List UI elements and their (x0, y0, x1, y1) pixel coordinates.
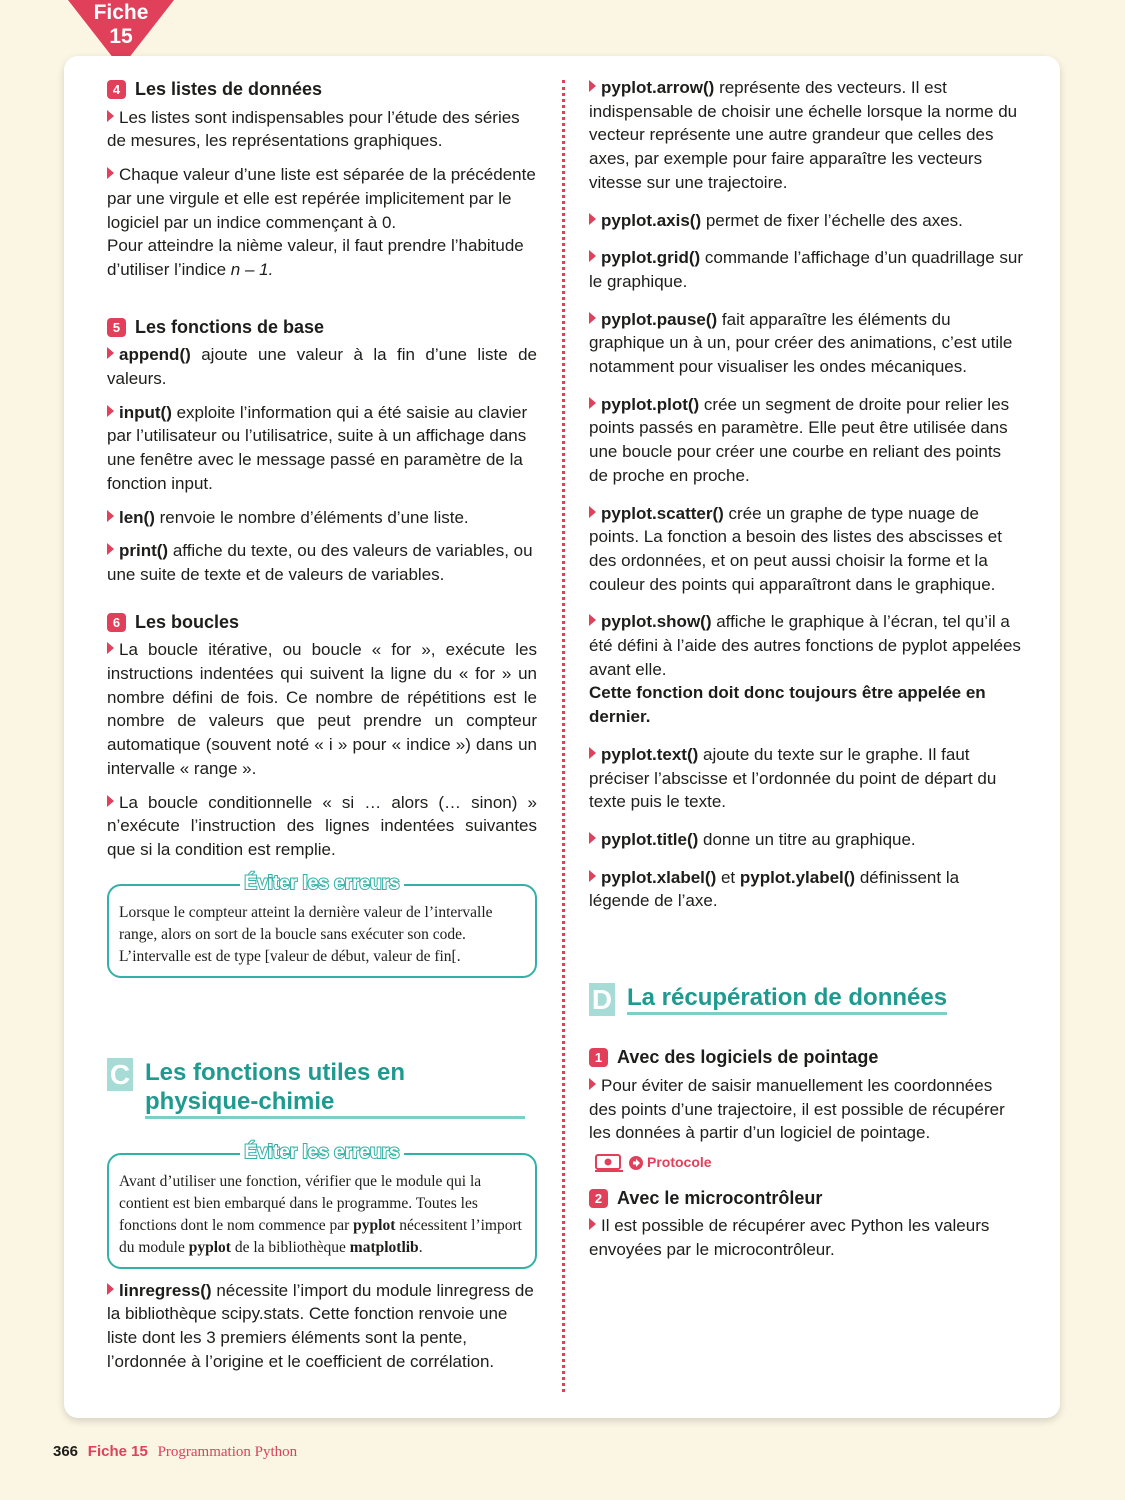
function-item (589, 209, 1024, 233)
section-5-heading (107, 316, 537, 340)
function-item (589, 610, 1024, 729)
function-description: exploite l’information qui a été saisie au clavier par l’utilisateur ou l’utilisatrice, suite à un affichage dans une fenêtre avec le message passé en paramètre de la fonction input. (107, 402, 528, 493)
avoid-errors-title-text: Éviter les erreurs (240, 1142, 403, 1163)
video-icon (595, 1154, 623, 1172)
function-name: pyplot.axis() (601, 210, 702, 230)
function-name: len() (119, 507, 155, 527)
paragraph (589, 1214, 1024, 1261)
bullet-triangle-icon (107, 510, 114, 522)
bullet-triangle-icon (107, 642, 114, 654)
avoid-errors-text-part: . (418, 1238, 423, 1256)
bullet-triangle-icon (589, 1078, 596, 1090)
function-name: pyplot.plot() (601, 394, 700, 414)
function-name: pyplot.text() (601, 744, 699, 764)
protocole-link[interactable] (595, 1151, 1024, 1175)
function-description: renvoie le nombre d’éléments d’une liste. (154, 507, 469, 527)
module-name: pyplot (188, 1238, 231, 1256)
function-name: pyplot.grid() (601, 248, 701, 268)
function-item (107, 539, 537, 586)
bullet-triangle-icon (589, 312, 596, 324)
paragraph-text: Pour atteindre la nième valeur, il faut prendre l’habitude d’utiliser l’indice (107, 236, 524, 279)
section-d1-title: Avec des logiciels de pointage (617, 1047, 879, 1068)
bullet-triangle-icon (589, 832, 596, 844)
function-description: commande l’affichage d’un quadrillage sur le graphique. (589, 248, 1024, 291)
function-item (589, 393, 1024, 488)
footer-fiche: Fiche 15 (87, 1443, 148, 1460)
bullet-triangle-icon (589, 1218, 596, 1230)
function-item (107, 401, 537, 496)
section-d2-heading (589, 1187, 1024, 1211)
bullet-triangle-icon (107, 347, 114, 359)
paragraph-text: Les listes sont indispensables pour l’étude des séries de mesures, les représentations graphiques. (107, 107, 520, 151)
section-6-heading (107, 611, 537, 635)
paragraph (107, 638, 537, 780)
module-name: pyplot (353, 1216, 396, 1234)
page-footer (53, 1443, 297, 1461)
avoid-errors-title-text: Éviter les erreurs (240, 873, 403, 894)
function-description: nécessite l’import du module linregress de la bibliothèque scipy.stats. Cette fonction renvoie une liste dont les 3 premiers éléments sont la pente, l’ordonnée à l’origine et le coefficient de corrélation. (107, 1280, 534, 1371)
function-name: pyplot.show() (601, 612, 712, 632)
function-name: pyplot.ylabel() (739, 867, 856, 887)
paragraph (107, 106, 537, 153)
section-d-heading (589, 983, 1024, 1016)
paragraph (107, 163, 537, 282)
bullet-triangle-icon (589, 213, 596, 225)
bullet-triangle-icon (107, 110, 114, 122)
paragraph-text: Chaque valeur d’une liste est séparée de la précédente par une virgule et elle est repérée implicitement par le logiciel par un indice commençant à 0. (107, 165, 536, 232)
column-divider (562, 80, 565, 1392)
library-name: matplotlib (349, 1238, 419, 1256)
bullet-triangle-icon (589, 397, 596, 409)
paragraph-text: La boucle conditionnelle « si … alors (… sinon) » n’exécute l’instruction des lignes indentées suivantes que si la condition est remplie. (107, 792, 537, 859)
fiche-label-text: Fiche (93, 1, 149, 24)
section-c-heading (107, 1058, 537, 1119)
function-name: pyplot.xlabel() (601, 867, 717, 887)
avoid-errors-text-part: Avant d’utiliser une fonction, vérifier que le module qui la contient est bien embarqué dans le programme. Toutes les fonctions dont le nom commence par (119, 1172, 482, 1234)
fiche-number: 15 (109, 25, 133, 48)
section-4-number: 4 (107, 80, 126, 99)
section-d1-number: 1 (589, 1048, 608, 1067)
left-column (107, 78, 537, 1384)
avoid-errors-title (109, 1142, 535, 1165)
function-description: ajoute une valeur à la fin d’une liste de valeurs. (107, 345, 537, 389)
arrow-right-circle-icon (629, 1156, 643, 1170)
bullet-triangle-icon (589, 506, 596, 518)
avoid-errors-box (107, 1141, 537, 1269)
function-name: print() (119, 541, 169, 561)
section-d2-title: Avec le microcontrôleur (617, 1187, 823, 1208)
section-4-title: Les listes de données (135, 79, 323, 99)
function-description: donne un titre au graphique. (698, 829, 916, 849)
avoid-errors-text-part: nécessitent l’import du module (119, 1216, 522, 1256)
function-item (589, 866, 1024, 913)
function-item (589, 502, 1024, 597)
section-6-title: Les boucles (135, 611, 240, 632)
section-4-heading (107, 78, 537, 102)
bullet-triangle-icon (589, 80, 596, 92)
function-description: crée un segment de droite pour relier les points passés en paramètre. Elle peut être utilisée dans une boucle pour créer une courbe en reliant des points de proche en proche. (589, 394, 1010, 485)
bullet-triangle-icon (107, 795, 114, 807)
function-name: pyplot.title() (601, 829, 699, 849)
section-d2-number: 2 (589, 1189, 608, 1208)
protocole-label: Protocole (647, 1153, 712, 1170)
section-c-letter: C (107, 1058, 133, 1091)
avoid-errors-box (107, 872, 537, 978)
function-description: ajoute du texte sur le graphe. Il faut préciser l’abscisse et l’ordonnée du point de départ du texte puis le texte. (589, 744, 997, 812)
avoid-errors-text: Lorsque le compteur atteint la dernière valeur de l’intervalle range, alors on sort de la boucle sans exécuter son code. L’intervalle est de type [valeur de début, valeur de fin[. (119, 903, 493, 965)
function-description: affiche le graphique à l’écran, tel qu’il a été défini à l’aide des autres fonctions de pyplot appelées avant elle. (589, 612, 1021, 679)
paragraph-text: La boucle itérative, ou boucle « for », exécute les instructions indentées qui suivent la ligne du « for » un nombre défini de fois. Ce nombre de répétitions est le nombre de valeurs que peut prendre un compteur automatique (souvent noté « i » pour « indice ») dans un intervalle « range ». (107, 640, 537, 778)
function-item (107, 506, 537, 530)
function-item (107, 343, 537, 390)
avoid-errors-title (109, 873, 535, 896)
function-item (107, 1279, 537, 1374)
section-6-number: 6 (107, 613, 126, 632)
function-description: permet de fixer l’échelle des axes. (701, 210, 963, 230)
function-item (589, 308, 1024, 379)
function-connector: et (716, 867, 740, 887)
bullet-triangle-icon (589, 870, 596, 882)
paragraph (107, 791, 537, 862)
function-description: fait apparaître les éléments du graphique un à un, pour créer des animations, c’est utile notamment pour visualiser les ondes mécaniques. (589, 309, 1013, 377)
section-5-title: Les fonctions de base (135, 316, 325, 337)
function-description: définissent la légende de l’axe. (589, 867, 960, 911)
important-note: Cette fonction doit donc toujours être appelée en dernier. (589, 683, 986, 727)
bullet-triangle-icon (107, 1283, 114, 1295)
function-item (589, 743, 1024, 814)
function-item (589, 76, 1024, 195)
paragraph (589, 1074, 1024, 1145)
function-description: crée un graphe de type nuage de points. La fonction a besoin des listes des abscisses et des ordonnées, et on peut aussi choisir la forme et la couleur des points qui apparaîtront dans le graphique. (589, 503, 1002, 594)
function-item (589, 828, 1024, 852)
right-column (589, 76, 1024, 1272)
avoid-errors-text-part: de la bibliothèque (230, 1238, 350, 1256)
fiche-label (68, 1, 174, 49)
function-name: input() (119, 402, 172, 422)
function-name: linregress() (119, 1280, 212, 1300)
footer-title: Programmation Python (157, 1444, 298, 1460)
function-name: pyplot.pause() (601, 309, 718, 329)
function-description: représente des vecteurs. Il est indispensable de choisir une échelle lorsque la norme du vecteur représente une autre grandeur que celles des axes, par exemple pour faire apparaître les vecteurs vitesse sur une trajectoire. (589, 78, 1018, 192)
paragraph-text: Il est possible de récupérer avec Python les valeurs envoyées par le microcontrôleur. (589, 1216, 990, 1260)
bullet-triangle-icon (589, 250, 596, 262)
function-name: pyplot.arrow() (601, 78, 715, 97)
bullet-triangle-icon (589, 747, 596, 759)
bullet-triangle-icon (107, 405, 114, 417)
bullet-triangle-icon (589, 614, 596, 626)
page-number: 366 (53, 1443, 79, 1460)
function-description: affiche du texte, ou des valeurs de variables, ou une suite de texte et de valeurs de variables. (107, 541, 533, 584)
section-d-letter: D (589, 983, 615, 1016)
section-c-title: Les fonctions utiles en physique-chimie (145, 1058, 525, 1119)
bullet-triangle-icon (107, 167, 114, 179)
function-name: pyplot.scatter() (601, 503, 724, 523)
avoid-errors-text (119, 1171, 525, 1259)
section-5-number: 5 (107, 318, 126, 337)
paragraph-text: Pour éviter de saisir manuellement les coordonnées des points d’une trajectoire, il est possible de récupérer les données à partir d’un logiciel de pointage. (589, 1075, 1005, 1143)
function-item (589, 246, 1024, 293)
bullet-triangle-icon (107, 543, 114, 555)
section-d1-heading (589, 1046, 1024, 1070)
function-name: append() (119, 345, 191, 365)
section-d-title: La récupération de données (627, 983, 947, 1015)
index-expression: n – 1. (230, 259, 274, 279)
